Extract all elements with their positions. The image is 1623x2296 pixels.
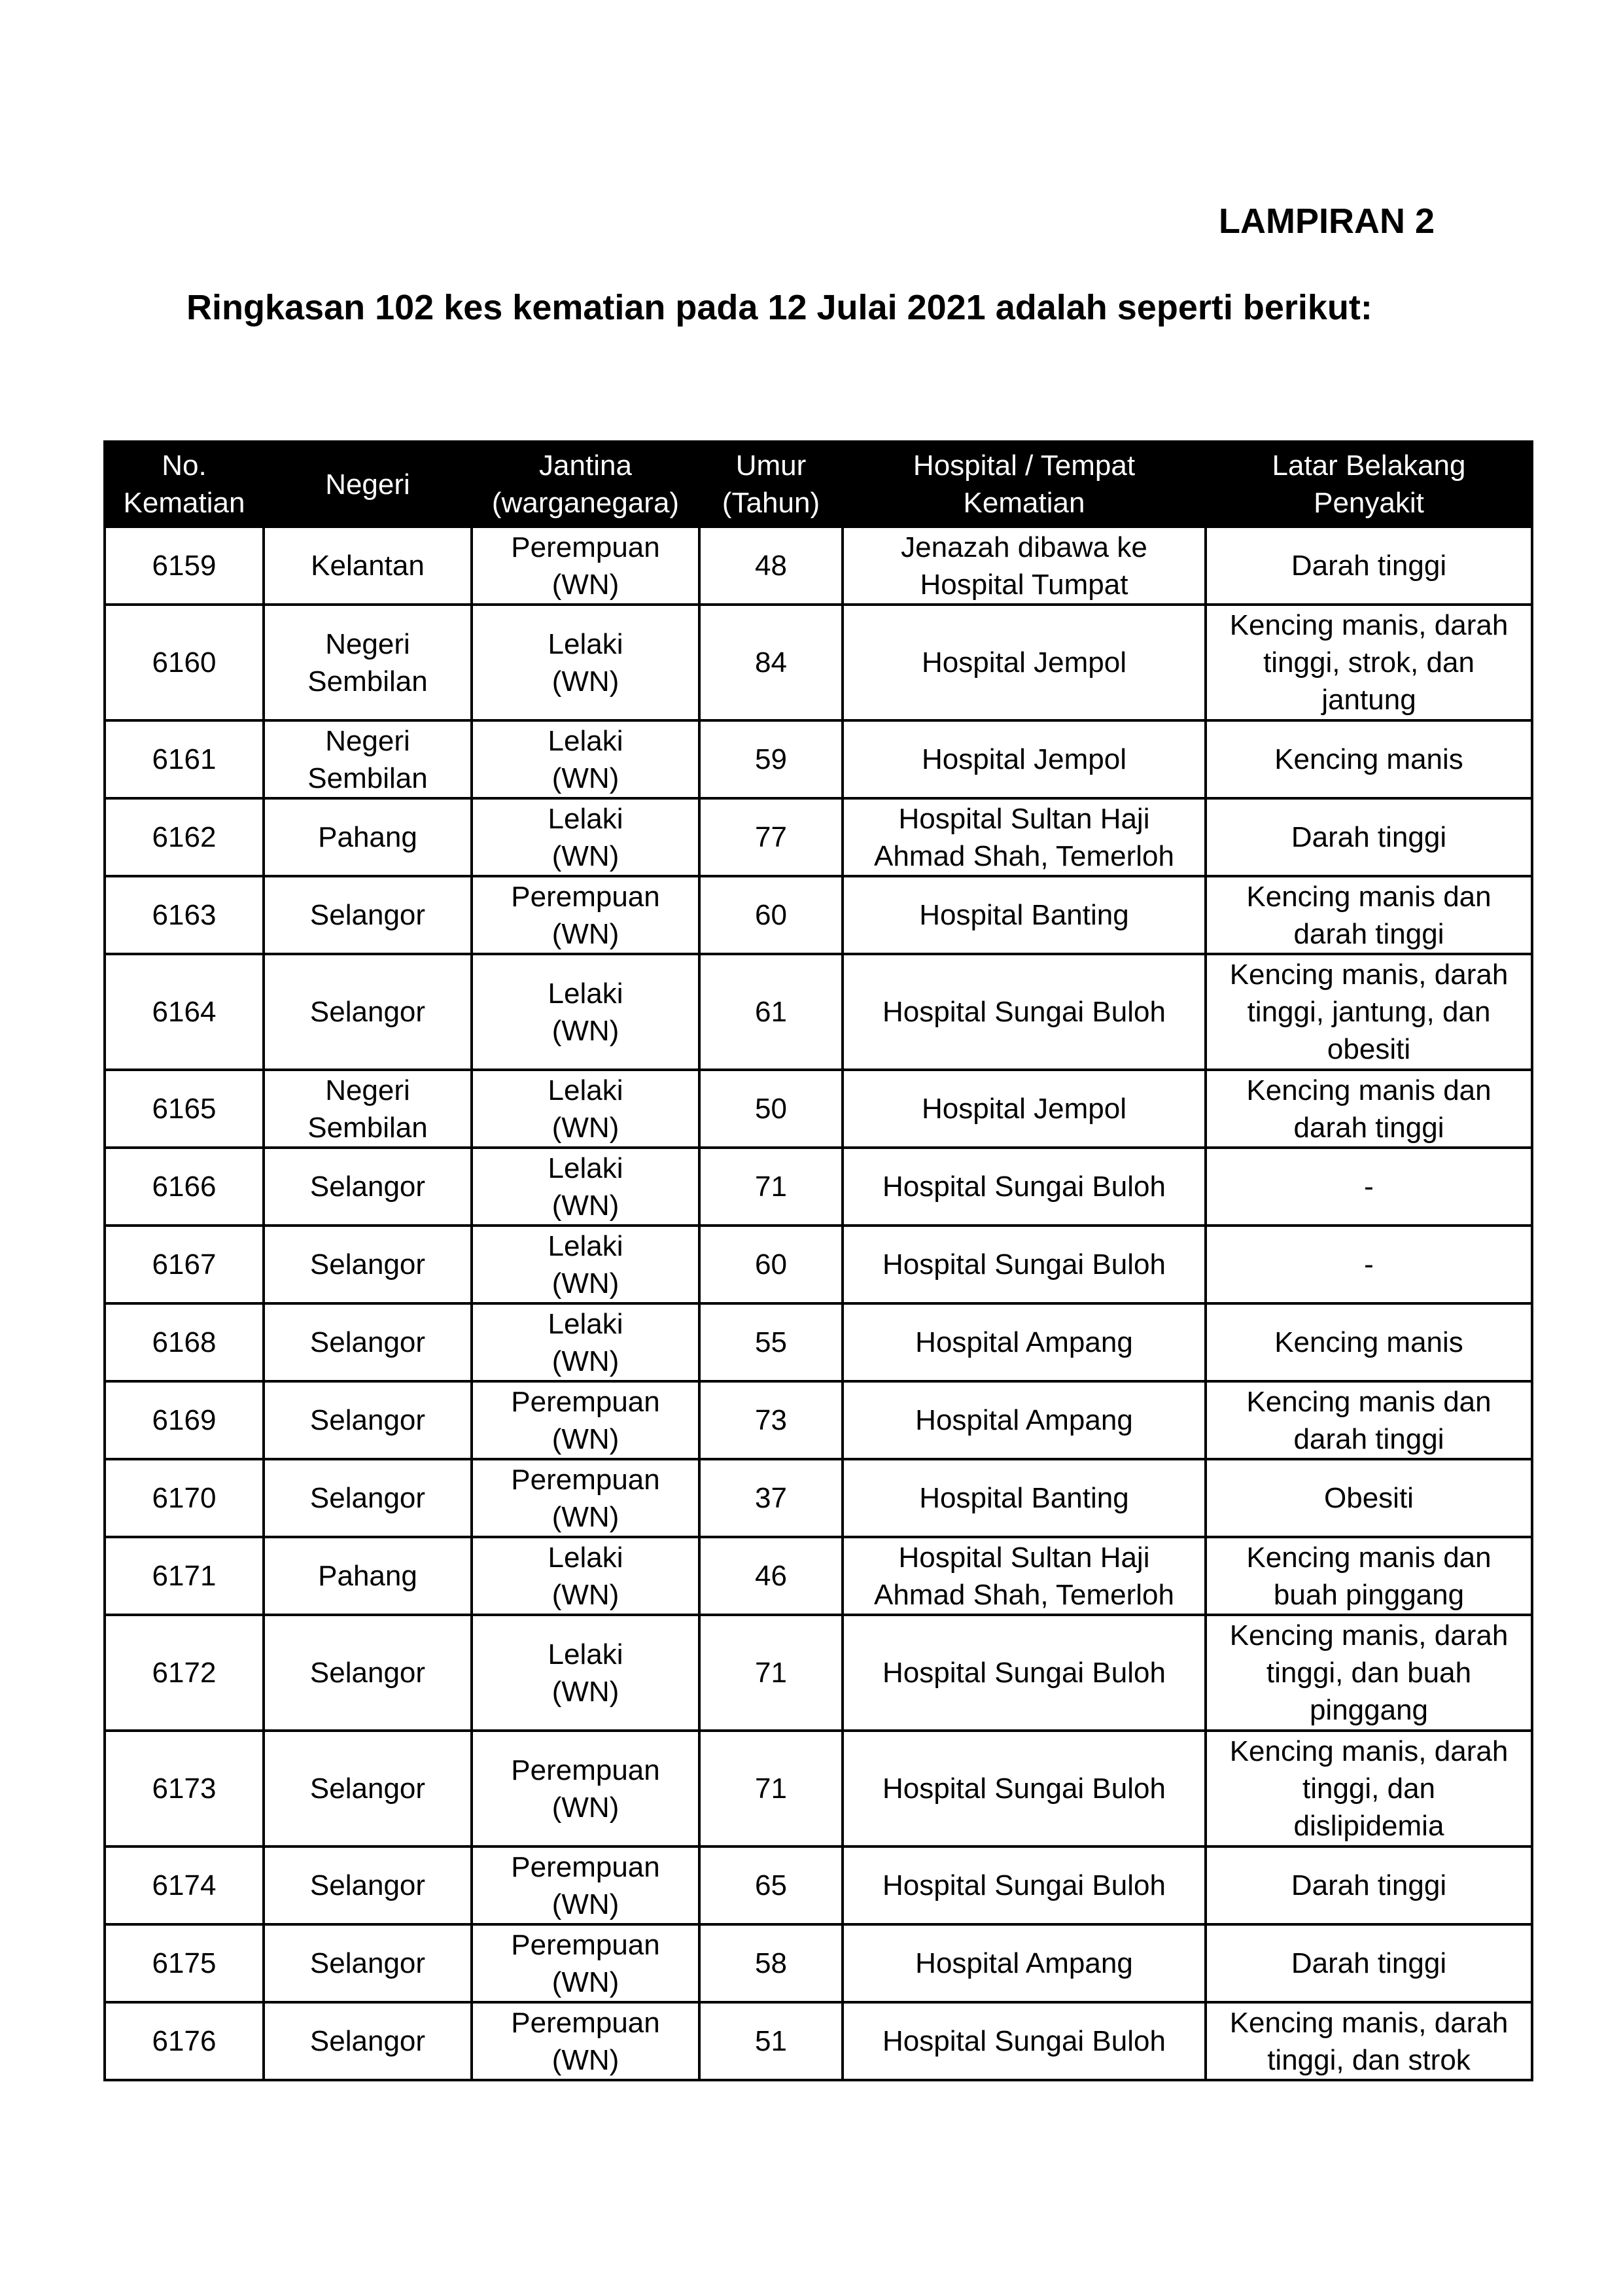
table-row (105, 527, 1532, 605)
cell-negeri (264, 954, 472, 1070)
column-header-latar-belakang (1206, 442, 1532, 527)
cell-latar-belakang (1206, 1537, 1532, 1615)
cell-line: Selangor (309, 1773, 426, 1805)
cell-no-kematian: 6176 (105, 2002, 264, 2080)
cell-line: Lelaki (548, 1307, 623, 1340)
cell-hospital (843, 1459, 1206, 1537)
cell-no-kematian: 6170 (105, 1459, 264, 1537)
cell-negeri (264, 527, 472, 605)
cell-line: Obesiti (1324, 1482, 1414, 1514)
table-body (105, 527, 1532, 2080)
column-header-negeri (264, 442, 472, 527)
cell-no-kematian: 6172 (105, 1615, 264, 1731)
cell-umur: 59 (699, 720, 843, 798)
cell-line: Kencing manis, darah (1229, 959, 1509, 991)
cell-line: Negeri (325, 1074, 410, 1106)
cell-no-kematian: 6166 (105, 1148, 264, 1226)
cell-line: (WN) (551, 1189, 620, 1222)
table-header (105, 442, 1532, 527)
cell-line: (warganegara) (491, 487, 680, 519)
cell-line: Lelaki (548, 1638, 623, 1670)
table-row (105, 605, 1532, 720)
cell-line: tinggi, dan buah (1266, 1657, 1472, 1689)
cell-hospital (843, 1226, 1206, 1303)
cell-line: (Tahun) (722, 487, 820, 519)
cell-jantina (472, 605, 699, 720)
cell-line: Kencing manis dan (1246, 1074, 1492, 1106)
cell-umur: 50 (699, 1070, 843, 1148)
appendix-label: LAMPIRAN 2 (1218, 202, 1435, 241)
cell-line: Lelaki (548, 1152, 623, 1184)
cell-latar-belakang (1206, 876, 1532, 954)
cell-no-kematian: 6169 (105, 1381, 264, 1459)
cell-line: Hospital Banting (919, 899, 1129, 931)
cell-jantina (472, 1226, 699, 1303)
cell-no-kematian: 6165 (105, 1070, 264, 1148)
cell-umur: 51 (699, 2002, 843, 2080)
cell-line: Hospital Jempol (921, 1093, 1127, 1125)
cell-line: Darah tinggi (1291, 550, 1447, 582)
cell-negeri (264, 1924, 472, 2002)
cell-latar-belakang (1206, 1846, 1532, 1924)
cell-line: Hospital Jempol (921, 646, 1127, 679)
cell-negeri (264, 1846, 472, 1924)
cell-line: Lelaki (548, 1074, 623, 1106)
cell-line: (WN) (551, 1966, 620, 1998)
cell-line: Negeri (325, 627, 410, 660)
cell-line: (WN) (551, 917, 620, 950)
cell-line: Selangor (309, 1171, 426, 1203)
cell-line: Perempuan (511, 1463, 660, 1496)
cell-latar-belakang (1206, 1303, 1532, 1381)
cell-line: Perempuan (511, 880, 660, 913)
cell-umur: 71 (699, 1615, 843, 1731)
cell-line: (WN) (551, 1345, 620, 1377)
cell-line: Perempuan (511, 1754, 660, 1786)
cell-latar-belakang (1206, 605, 1532, 720)
cell-latar-belakang (1206, 1226, 1532, 1303)
table-row (105, 1846, 1532, 1924)
cell-umur: 58 (699, 1924, 843, 2002)
cell-negeri (264, 876, 472, 954)
cell-line: Kencing manis dan (1246, 1385, 1492, 1418)
table-row (105, 1070, 1532, 1148)
cell-line: Hospital Sultan Haji (898, 1541, 1150, 1574)
cell-line: Sembilan (307, 762, 428, 794)
cell-line: Selangor (309, 1657, 426, 1689)
cell-line: Kelantan (311, 550, 425, 582)
cell-line: (WN) (551, 1675, 620, 1708)
cell-line: (WN) (551, 1267, 620, 1299)
cell-line: Kencing manis dan (1246, 1541, 1492, 1574)
cell-line: Kencing manis, darah (1229, 1619, 1509, 1651)
cell-jantina (472, 1459, 699, 1537)
cell-no-kematian: 6159 (105, 527, 264, 605)
cell-hospital (843, 1615, 1206, 1731)
cell-line: (WN) (551, 568, 620, 601)
cell-no-kematian: 6163 (105, 876, 264, 954)
cell-jantina (472, 527, 699, 605)
header-row (105, 442, 1532, 527)
cell-line: Hospital Jempol (921, 743, 1127, 775)
cell-line: Selangor (309, 1869, 426, 1901)
cell-line: Sembilan (307, 665, 428, 698)
cell-line: Hospital Ampang (915, 1404, 1133, 1436)
cell-jantina (472, 798, 699, 876)
table-row (105, 1381, 1532, 1459)
cell-line: Kencing manis, darah (1229, 1735, 1509, 1767)
cell-line: (WN) (551, 1888, 620, 1920)
cell-line: Selangor (309, 1482, 426, 1514)
cell-line: Hospital Sungai Buloh (882, 1248, 1166, 1280)
cell-line: Hospital Sungai Buloh (882, 1657, 1166, 1689)
table-row (105, 876, 1532, 954)
cell-no-kematian: 6160 (105, 605, 264, 720)
cell-line: Selangor (309, 1947, 426, 1979)
cell-line: jantung (1321, 684, 1416, 716)
cell-line: (WN) (551, 762, 620, 794)
cell-no-kematian: 6168 (105, 1303, 264, 1381)
cell-umur: 73 (699, 1381, 843, 1459)
cell-line: Hospital Sungai Buloh (882, 2025, 1166, 2057)
cell-negeri (264, 798, 472, 876)
cell-line: Jenazah dibawa ke (901, 531, 1147, 563)
cell-umur: 48 (699, 527, 843, 605)
cell-hospital (843, 1303, 1206, 1381)
cell-umur: 65 (699, 1846, 843, 1924)
cell-jantina (472, 1846, 699, 1924)
cell-umur: 71 (699, 1148, 843, 1226)
cell-line: Perempuan (511, 1850, 660, 1883)
cell-line: Umur (735, 450, 807, 482)
cell-no-kematian: 6161 (105, 720, 264, 798)
cell-hospital (843, 527, 1206, 605)
cell-line: Penyakit (1314, 487, 1424, 519)
cell-latar-belakang (1206, 954, 1532, 1070)
table-row (105, 720, 1532, 798)
cell-latar-belakang (1206, 1148, 1532, 1226)
cell-hospital (843, 2002, 1206, 2080)
cell-line: (WN) (551, 1578, 620, 1611)
cell-no-kematian: 6162 (105, 798, 264, 876)
deaths-table (103, 440, 1533, 2081)
cell-jantina (472, 1070, 699, 1148)
cell-negeri (264, 1148, 472, 1226)
cell-line: Kencing manis (1274, 743, 1463, 775)
cell-umur: 71 (699, 1731, 843, 1846)
cell-line: Lelaki (548, 627, 623, 660)
cell-line: - (1364, 1248, 1374, 1280)
cell-line: Perempuan (511, 1385, 660, 1418)
cell-jantina (472, 1615, 699, 1731)
cell-negeri (264, 1381, 472, 1459)
cell-negeri (264, 720, 472, 798)
cell-no-kematian: 6173 (105, 1731, 264, 1846)
cell-line: Perempuan (511, 1928, 660, 1961)
cell-negeri (264, 1731, 472, 1846)
cell-line: Perempuan (511, 2006, 660, 2039)
cell-line: Lelaki (548, 977, 623, 1010)
cell-line: darah tinggi (1293, 1422, 1444, 1455)
cell-negeri (264, 1459, 472, 1537)
table-row (105, 1537, 1532, 1615)
cell-line: buah pinggang (1273, 1578, 1465, 1611)
cell-jantina (472, 1731, 699, 1846)
cell-line: Kencing manis dan (1246, 880, 1492, 913)
cell-line: Hospital Sungai Buloh (882, 1869, 1166, 1901)
cell-line: Hospital Sultan Haji (898, 802, 1150, 835)
table-row (105, 2002, 1532, 2080)
cell-negeri (264, 2002, 472, 2080)
cell-latar-belakang (1206, 1070, 1532, 1148)
cell-line: Negeri (325, 468, 410, 501)
cell-no-kematian: 6171 (105, 1537, 264, 1615)
cell-negeri (264, 605, 472, 720)
table-row (105, 1924, 1532, 2002)
cell-latar-belakang (1206, 720, 1532, 798)
cell-line: darah tinggi (1293, 917, 1444, 950)
cell-latar-belakang (1206, 1731, 1532, 1846)
cell-line: Ahmad Shah, Temerloh (873, 839, 1174, 872)
cell-line: Kencing manis, darah (1229, 2006, 1509, 2039)
cell-no-kematian: 6164 (105, 954, 264, 1070)
column-header-jantina (472, 442, 699, 527)
cell-umur: 46 (699, 1537, 843, 1615)
table-row (105, 1148, 1532, 1226)
cell-line: (WN) (551, 1422, 620, 1455)
cell-hospital (843, 954, 1206, 1070)
cell-umur: 60 (699, 876, 843, 954)
table-row (105, 798, 1532, 876)
cell-hospital (843, 1846, 1206, 1924)
cell-line: (WN) (551, 2043, 620, 2076)
cell-line: Hospital Ampang (915, 1326, 1133, 1358)
table-row (105, 1615, 1532, 1731)
cell-umur: 77 (699, 798, 843, 876)
cell-negeri (264, 1537, 472, 1615)
cell-line: Darah tinggi (1291, 1947, 1447, 1979)
cell-hospital (843, 1070, 1206, 1148)
cell-line: Hospital Sungai Buloh (882, 1171, 1166, 1203)
cell-line: tinggi, dan (1302, 1773, 1436, 1805)
cell-line: Hospital Sungai Buloh (882, 1773, 1166, 1805)
cell-negeri (264, 1226, 472, 1303)
cell-latar-belakang (1206, 798, 1532, 876)
cell-jantina (472, 720, 699, 798)
cell-line: Hospital Banting (919, 1482, 1129, 1514)
cell-jantina (472, 2002, 699, 2080)
cell-line: Selangor (309, 899, 426, 931)
cell-jantina (472, 954, 699, 1070)
cell-line: Kencing manis, darah (1229, 609, 1509, 641)
cell-jantina (472, 876, 699, 954)
cell-line: Selangor (309, 1404, 426, 1436)
cell-line: (WN) (551, 665, 620, 698)
cell-negeri (264, 1303, 472, 1381)
table-row (105, 1459, 1532, 1537)
cell-line: Darah tinggi (1291, 1869, 1447, 1901)
cell-line: Lelaki (548, 1229, 623, 1262)
cell-line: Lelaki (548, 1541, 623, 1574)
cell-line: Selangor (309, 2025, 426, 2057)
cell-line: Lelaki (548, 724, 623, 757)
cell-line: Hospital Tumpat (920, 568, 1128, 601)
cell-line: Selangor (309, 1248, 426, 1280)
cell-line: Perempuan (511, 531, 660, 563)
cell-latar-belakang (1206, 1381, 1532, 1459)
table-row (105, 1226, 1532, 1303)
cell-jantina (472, 1148, 699, 1226)
cell-no-kematian: 6174 (105, 1846, 264, 1924)
cell-line: Darah tinggi (1291, 821, 1447, 853)
cell-line: pinggang (1309, 1694, 1429, 1726)
cell-jantina (472, 1381, 699, 1459)
cell-line: Hospital Ampang (915, 1947, 1133, 1979)
cell-line: (WN) (551, 1111, 620, 1144)
table-row (105, 1303, 1532, 1381)
cell-line: (WN) (551, 1014, 620, 1047)
cell-line: Ahmad Shah, Temerloh (873, 1578, 1174, 1611)
table-row (105, 1731, 1532, 1846)
cell-line: obesiti (1327, 1033, 1411, 1065)
cell-line: Kematian (963, 487, 1085, 519)
cell-line: (WN) (551, 1791, 620, 1824)
column-header-umur (699, 442, 843, 527)
cell-line: Lelaki (548, 802, 623, 835)
cell-line: tinggi, strok, dan (1263, 646, 1475, 679)
cell-line: Hospital Sungai Buloh (882, 996, 1166, 1028)
intro-paragraph: Ringkasan 102 kes kematian pada 12 Julai 2021 adalah seperti berikut: (186, 288, 1372, 327)
cell-umur: 55 (699, 1303, 843, 1381)
cell-jantina (472, 1537, 699, 1615)
cell-umur: 61 (699, 954, 843, 1070)
cell-hospital (843, 1381, 1206, 1459)
cell-jantina (472, 1303, 699, 1381)
cell-hospital (843, 1924, 1206, 2002)
cell-negeri (264, 1070, 472, 1148)
cell-line: tinggi, dan strok (1267, 2043, 1471, 2076)
column-header-no-kematian (105, 442, 264, 527)
cell-line: Latar Belakang (1272, 450, 1466, 482)
cell-line: Sembilan (307, 1111, 428, 1144)
cell-jantina (472, 1924, 699, 2002)
cell-no-kematian: 6167 (105, 1226, 264, 1303)
cell-hospital (843, 1148, 1206, 1226)
cell-line: Jantina (539, 450, 632, 482)
cell-hospital (843, 605, 1206, 720)
cell-line: No. (162, 450, 207, 482)
cell-latar-belakang (1206, 1924, 1532, 2002)
cell-latar-belakang (1206, 1459, 1532, 1537)
cell-hospital (843, 798, 1206, 876)
cell-line: (WN) (551, 1500, 620, 1533)
cell-no-kematian: 6175 (105, 1924, 264, 2002)
cell-umur: 84 (699, 605, 843, 720)
cell-line: darah tinggi (1293, 1111, 1444, 1144)
cell-line: Hospital / Tempat (913, 450, 1136, 482)
cell-line: Pahang (318, 1560, 417, 1592)
cell-umur: 37 (699, 1459, 843, 1537)
cell-latar-belakang (1206, 1615, 1532, 1731)
cell-line: Kencing manis (1274, 1326, 1463, 1358)
table-row (105, 954, 1532, 1070)
cell-line: Negeri (325, 724, 410, 757)
cell-line: Selangor (309, 996, 426, 1028)
cell-latar-belakang (1206, 527, 1532, 605)
cell-line: dislipidemia (1293, 1810, 1444, 1842)
cell-hospital (843, 720, 1206, 798)
cell-negeri (264, 1615, 472, 1731)
cell-hospital (843, 1537, 1206, 1615)
cell-umur: 60 (699, 1226, 843, 1303)
cell-latar-belakang (1206, 2002, 1532, 2080)
cell-line: Kematian (123, 487, 245, 519)
cell-hospital (843, 1731, 1206, 1846)
cell-line: Pahang (318, 821, 417, 853)
column-header-hospital (843, 442, 1206, 527)
cell-hospital (843, 876, 1206, 954)
cell-line: (WN) (551, 839, 620, 872)
cell-line: tinggi, jantung, dan (1247, 996, 1491, 1028)
cell-line: Selangor (309, 1326, 426, 1358)
cell-line: - (1364, 1171, 1374, 1203)
